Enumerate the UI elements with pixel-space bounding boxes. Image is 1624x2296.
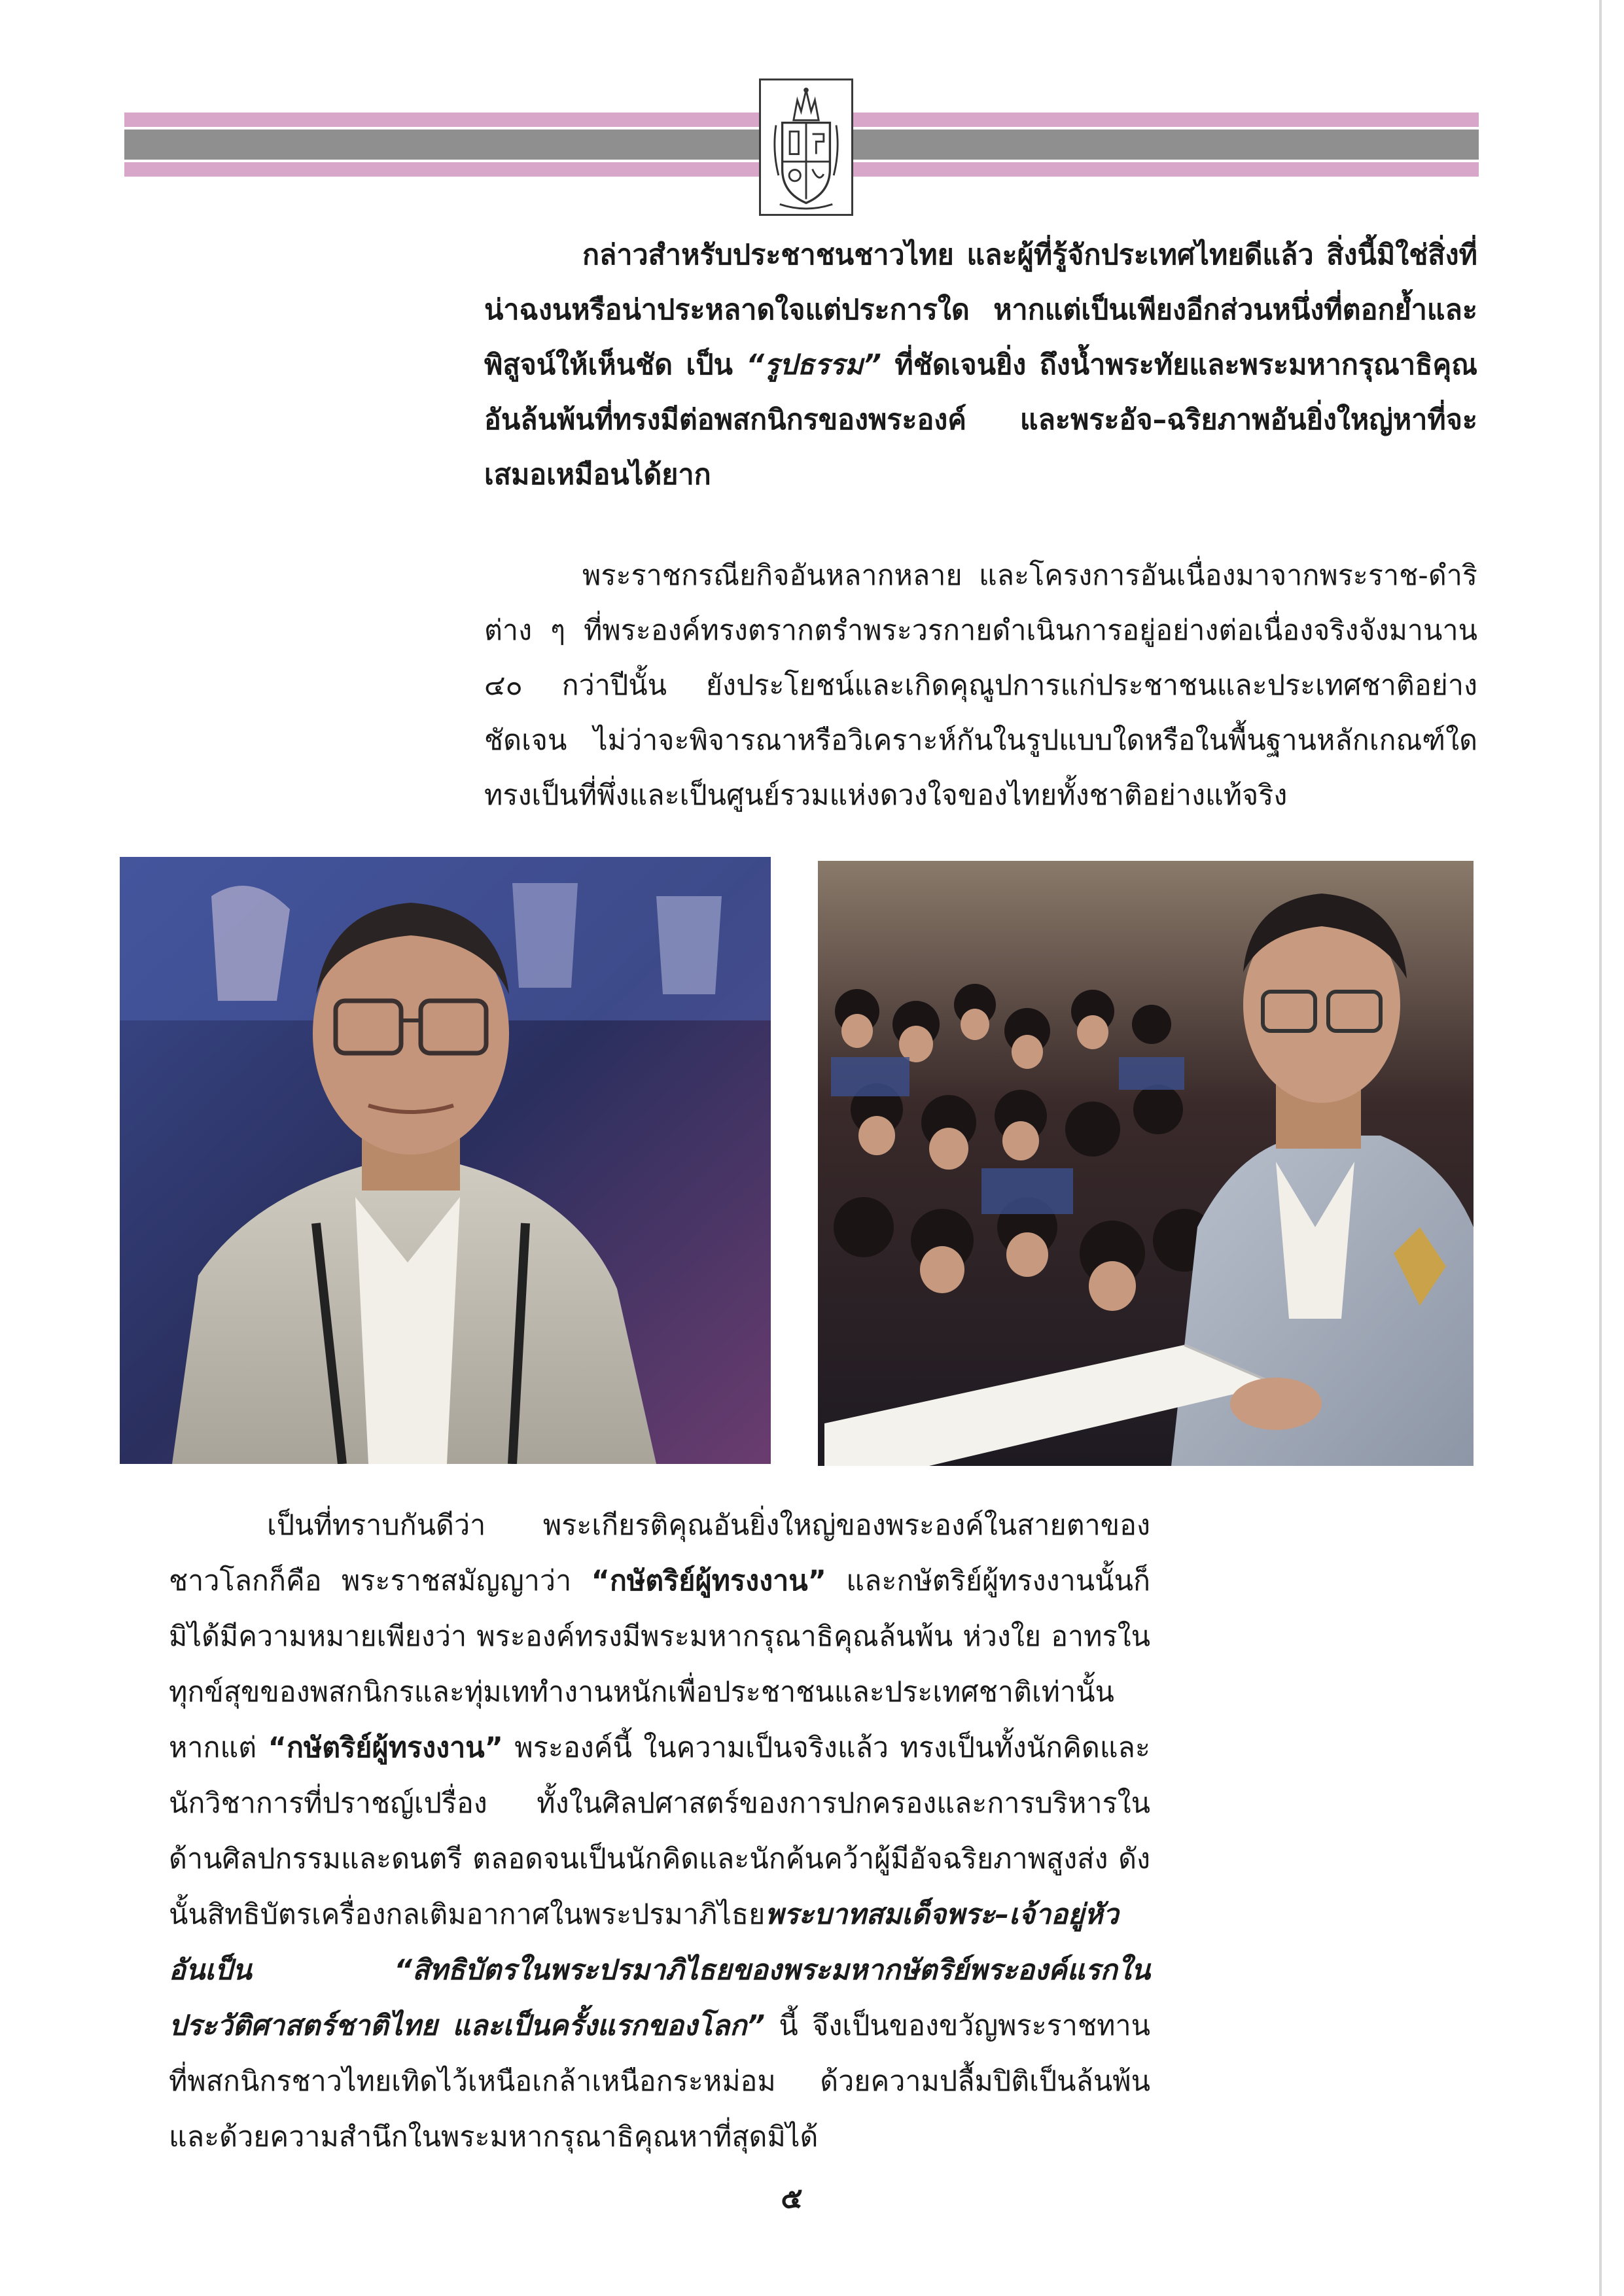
paragraph-3-text-2: และกษัตริย์ผู้ทรงงานนั้นก็มิได้มีความหมายเพียงว่า พระองค์ทรงมีพระมหากรุณาธิคุณล้นพ้น ห่วงใย อาทรในทุกข์สุขของพสกนิกรและทุ่มเททำงานหนักเพื่อประชาชนและประเทศชาติเท่านั้นหากแต่ [169,1565,1151,1764]
paragraph-1-emphasis: “รูปธรรม” [746,349,881,381]
portrait-photo-icon [120,857,771,1464]
paragraph-3-bold-2: “กษัตริย์ผู้ทรงงาน” [268,1731,503,1764]
university-crest-icon [759,78,853,216]
paragraph-1 [484,228,1477,502]
paragraph-3-text-4: นี้ จึงเป็นของขวัญพระราชทานที่พสกนิกรชาวไทยเทิดไว้เหนือเกล้าเหนือกระหม่อม ด้วยความปลื้มปิติเป็นล้นพ้นและด้วยความสำนึกในพระมหากรุณาธิคุณหาที่สุดมิได้ [169,2009,1150,2153]
paragraph-3-text-1: เป็นที่ทราบกันดีว่า พระเกียรติคุณอันยิ่งใหญ่ของพระองค์ในสายตาของชาวโลกก็คือ พระราชสมัญญาว่า [169,1509,1150,1597]
paragraph-3-text-3: พระองค์นี้ ในความเป็นจริงแล้ว ทรงเป็นทั้งนักคิดและนักวิชาการที่ปราชญ์เปรื่อง ทั้งในศิลปศาสตร์ของการปกครองและการบริหารในด้านศิลปกรรมและดนตรี ตลอดจนเป็นนักคิดและนักค้นคว้าผู้มีอัจฉริยภาพสูงส่ง ดังนั้นสิทธิบัตรเครื่องกลเติมอากาศในพระปรมาภิไธย [169,1731,1150,1931]
paragraph-1-text-b: ที่ชัดเจนยิ่ง ถึงน้ำพระทัยและพระมหากรุณาธิคุณอันล้นพ้นที่ทรงมีต่อพสกนิกรของพระองค์ และพระอัจ–ฉริยภาพอันยิ่งใหญ่หาที่จะเสมอเหมือนได้ยาก [484,349,1477,491]
paragraph-3 [169,1498,1150,2165]
page-edge [1599,0,1602,2296]
paragraph-1-text-a: กล่าวสำหรับประชาชนชาวไทย และผู้ที่รู้จักประเทศไทยดีแล้ว สิ่งนี้มิใช่สิ่งที่น่าฉงนหรือน่าประหลาดใจแต่ประการใด หากแต่เป็นเพียงอีกส่วนหนึ่งที่ตอกย้ำและพิสูจน์ให้เห็นชัด เป็น [484,239,1477,381]
paragraph-2 [484,548,1477,823]
paragraph-3-bold-italic: พระบาทสมเด็จพระ–เจ้าอยู่หัว อันเป็น “สิทธิบัตรในพระปรมาภิไธยของพระมหากษัตริย์พระองค์แรกในประวัติศาสตร์ชาติไทย และเป็นครั้งแรกของโลก” [169,1898,1150,2042]
paragraph-2-text: พระราชกรณียกิจอันหลากหลาย และโครงการอันเนื่องมาจากพระราช-ดำริต่าง ๆ ที่พระองค์ทรงตรากตรำพระวรกายดำเนินการอยู่อย่างต่อเนื่องจริงจังมานาน ๔๐ กว่าปีนั้น ยังประโยชน์และเกิดคุณูปการแก่ประชาชนและประเทศชาติอย่างชัดเจน ไม่ว่าจะพิจารณาหรือวิเคราะห์กันในรูปแบบใดหรือในพื้นฐานหลักเกณฑ์ใด ทรงเป็นที่พึ่งและเป็นศูนย์รวมแห่งดวงใจของไทยทั้งชาติอย่างแท้จริง [484,559,1477,812]
paragraph-3-bold-1: “กษัตริย์ผู้ทรงงาน” [591,1565,826,1597]
crowd-photo-icon [818,861,1474,1466]
page-number: ๕ [781,2182,803,2215]
